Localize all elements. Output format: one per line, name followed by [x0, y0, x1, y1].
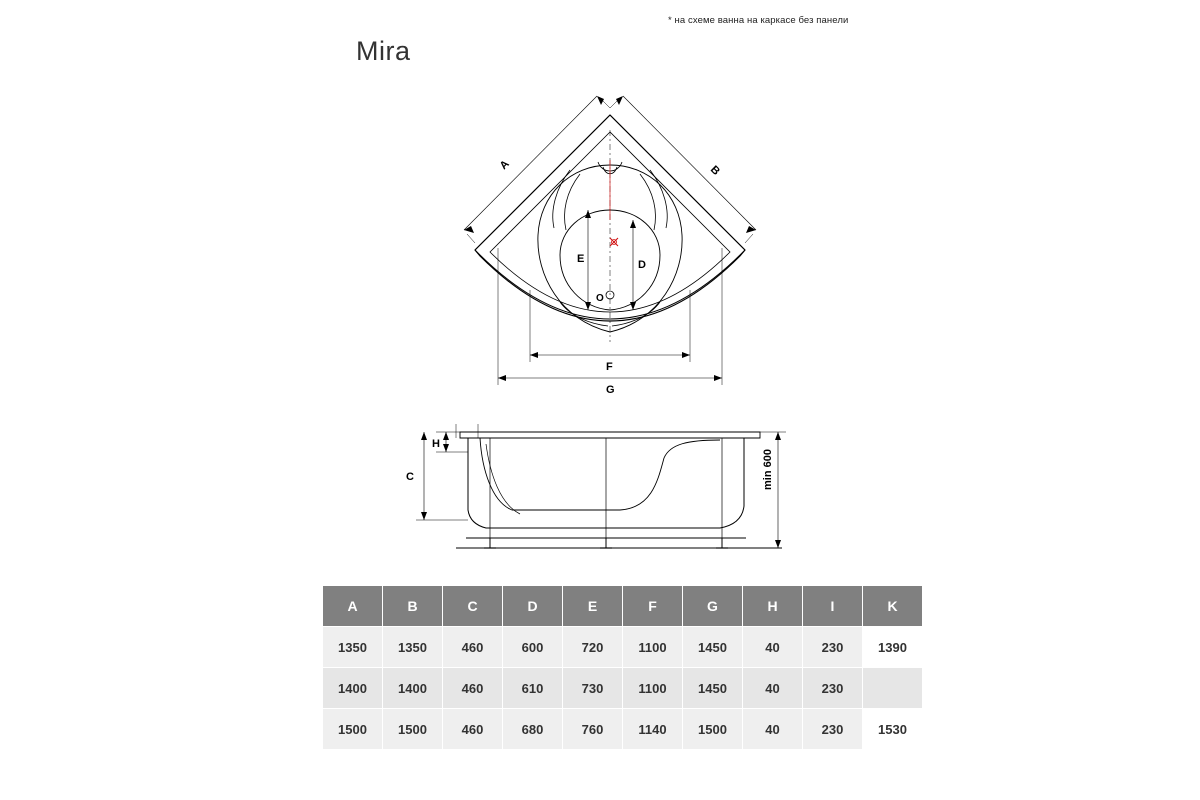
cell-b: 1400 — [383, 668, 443, 709]
footnote-text: * на схеме ванна на каркасе без панели — [668, 15, 849, 26]
dimension-label-d: D — [638, 259, 646, 271]
table-row — [323, 709, 923, 750]
cell-d: 600 — [503, 627, 563, 668]
table-row — [323, 627, 923, 668]
cell-a: 1500 — [323, 709, 383, 750]
cell-b: 1500 — [383, 709, 443, 750]
page-title: Mira — [356, 36, 411, 66]
dimension-label-min-height: min 600 — [762, 449, 774, 490]
col-header-d: D — [503, 586, 563, 627]
dimension-label-h: H — [432, 438, 440, 450]
dimension-label-o: O — [596, 293, 604, 304]
cell-f: 1100 — [623, 668, 683, 709]
col-header-g: G — [683, 586, 743, 627]
cell-d: 610 — [503, 668, 563, 709]
cell-a: 1350 — [323, 627, 383, 668]
dimension-label-c: C — [406, 471, 414, 483]
cell-f: 1140 — [623, 709, 683, 750]
cell-b: 1350 — [383, 627, 443, 668]
dimension-label-g: G — [606, 384, 615, 396]
cell-f: 1100 — [623, 627, 683, 668]
cell-g: 1450 — [683, 627, 743, 668]
cell-e: 760 — [563, 709, 623, 750]
cell-g: 1450 — [683, 668, 743, 709]
cell-a: 1400 — [323, 668, 383, 709]
cell-e: 720 — [563, 627, 623, 668]
cell-h: 40 — [743, 627, 803, 668]
cell-k: 1390 — [863, 627, 923, 668]
col-header-k: K — [863, 586, 923, 627]
cell-i: 230 — [803, 627, 863, 668]
cell-i: 230 — [803, 709, 863, 750]
col-header-c: C — [443, 586, 503, 627]
col-header-f: F — [623, 586, 683, 627]
col-header-e: E — [563, 586, 623, 627]
col-header-i: I — [803, 586, 863, 627]
dimension-label-e: E — [577, 253, 585, 265]
cell-e: 730 — [563, 668, 623, 709]
cell-k — [863, 668, 923, 709]
dimensions-table — [322, 585, 923, 750]
col-header-h: H — [743, 586, 803, 627]
side-view-drawing — [406, 410, 840, 570]
cell-c: 460 — [443, 668, 503, 709]
cell-d: 680 — [503, 709, 563, 750]
col-header-b: B — [383, 586, 443, 627]
cell-c: 460 — [443, 627, 503, 668]
col-header-a: A — [323, 586, 383, 627]
top-view-drawing — [420, 70, 840, 400]
dimension-label-f: F — [606, 361, 613, 373]
cell-g: 1500 — [683, 709, 743, 750]
dimension-label-a: A — [497, 158, 512, 173]
table-row — [323, 668, 923, 709]
cell-h: 40 — [743, 709, 803, 750]
cell-k: 1530 — [863, 709, 923, 750]
table-header-row — [323, 586, 923, 627]
cell-h: 40 — [743, 668, 803, 709]
cell-c: 460 — [443, 709, 503, 750]
cell-i: 230 — [803, 668, 863, 709]
dimension-label-b: B — [707, 163, 722, 178]
